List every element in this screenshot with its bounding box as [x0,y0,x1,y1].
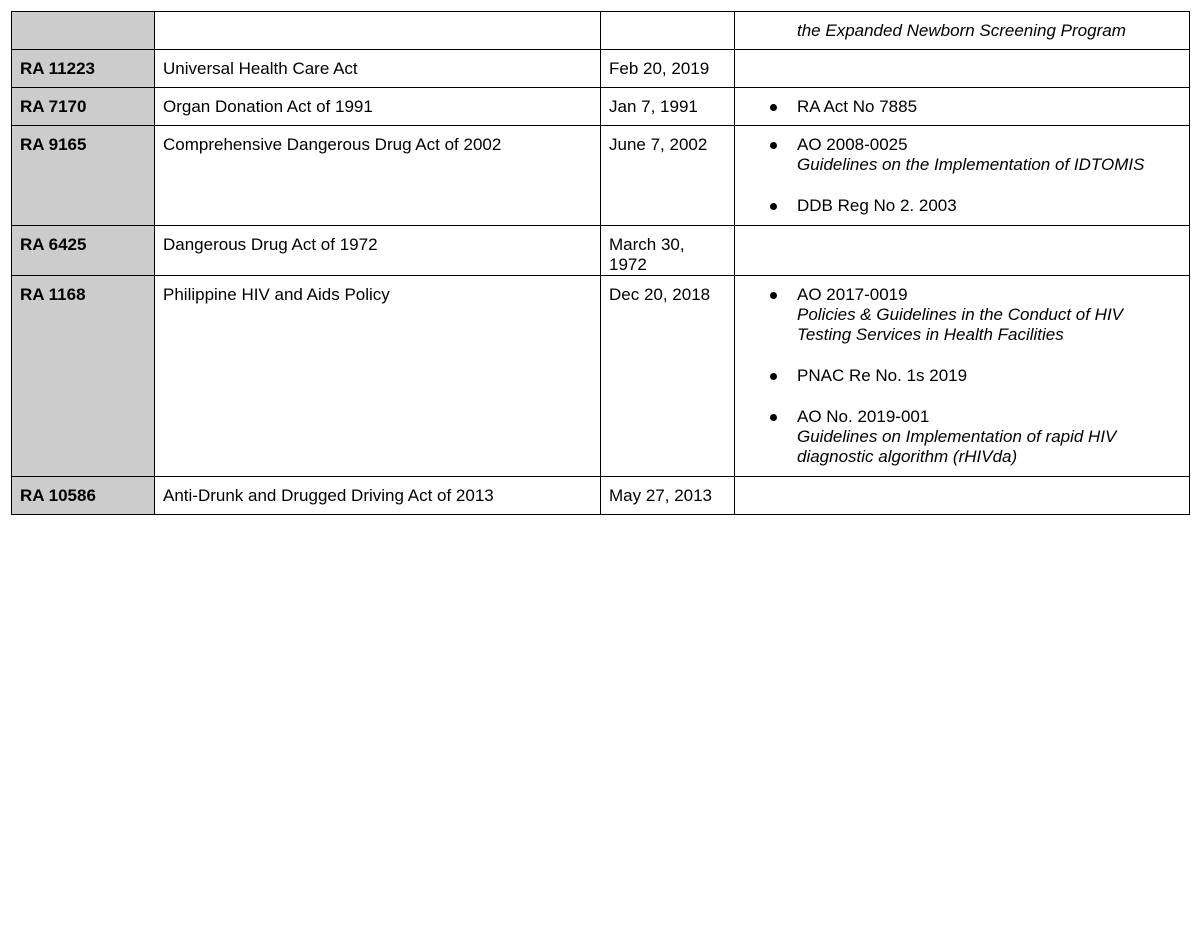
table-row [12,226,1190,276]
code-cell [12,276,155,477]
title-cell [155,276,601,477]
act-code: RA 7170 [20,97,87,116]
references-cell [735,12,1190,50]
table-row-continued [12,12,1190,50]
table-row [12,126,1190,226]
reference-title: PNAC Re No. 1s 2019 [797,366,968,385]
laws-table [11,11,1190,515]
reference-item [743,366,1181,386]
act-code: RA 10586 [20,486,96,505]
title-cell [155,50,601,88]
code-cell [12,12,155,50]
code-cell [12,88,155,126]
act-date: June 7, 2002 [609,135,708,154]
bullet-icon [770,203,777,210]
table-row [12,477,1190,515]
act-code: RA 6425 [20,235,87,254]
table-row [12,276,1190,477]
bullet-icon [770,292,777,299]
title-cell [155,477,601,515]
date-cell [601,88,735,126]
act-title: Universal Health Care Act [163,59,358,78]
act-code: RA 1168 [20,285,86,304]
title-cell [155,88,601,126]
act-title: Organ Donation Act of 1991 [163,97,373,116]
act-code: RA 11223 [20,59,95,78]
reference-list [743,276,1181,475]
references-cell [735,226,1190,276]
date-cell [601,477,735,515]
act-date: Jan 7, 1991 [609,97,698,116]
code-cell [12,226,155,276]
reference-item [743,97,1181,117]
code-cell [12,126,155,226]
references-cell [735,276,1190,477]
reference-list [743,88,1181,125]
date-cell [601,50,735,88]
bullet-icon [770,104,777,111]
bullet-icon [770,414,777,421]
act-date: Feb 20, 2019 [609,59,710,78]
reference-title: RA Act No 7885 [797,97,918,116]
act-date: May 27, 2013 [609,486,713,505]
bullet-icon [770,373,777,380]
reference-title: AO 2008-0025 [797,135,908,154]
date-cell [601,12,735,50]
table-row [12,50,1190,88]
references-cell [735,50,1190,88]
act-date: Dec 20, 2018 [609,285,711,304]
date-cell [601,226,735,276]
code-cell [12,477,155,515]
reference-title: AO No. 2019-001 [797,407,930,426]
act-title: Philippine HIV and Aids Policy [163,285,390,304]
reference-item [743,407,1181,467]
references-cell [735,126,1190,226]
act-date: March 30, 1972 [609,235,685,274]
reference-item [743,285,1181,345]
bullet-icon [770,142,777,149]
continued-reference-text: the Expanded Newborn Screening Program [797,21,1126,40]
references-cell [735,477,1190,515]
title-cell [155,12,601,50]
reference-description: Guidelines on the Implementation of IDTOMIS [797,155,1145,174]
act-code: RA 9165 [20,135,87,154]
reference-title: DDB Reg No 2. 2003 [797,196,957,215]
title-cell [155,226,601,276]
date-cell [601,126,735,226]
title-cell [155,126,601,226]
reference-item [743,135,1181,175]
code-cell [12,50,155,88]
references-cell [735,88,1190,126]
act-title: Dangerous Drug Act of 1972 [163,235,378,254]
reference-item [743,196,1181,216]
reference-description: Guidelines on Implementation of rapid HIV diagnostic algorithm (rHIVda) [797,427,1117,466]
act-title: Comprehensive Dangerous Drug Act of 2002 [163,135,502,154]
reference-title: AO 2017-0019 [797,285,908,304]
act-title: Anti-Drunk and Drugged Driving Act of 2013 [163,486,494,505]
reference-description: Policies & Guidelines in the Conduct of HIV Testing Services in Health Facilities [797,305,1124,344]
date-cell [601,276,735,477]
laws-table-body [12,12,1190,515]
table-row [12,88,1190,126]
reference-list [743,126,1181,224]
